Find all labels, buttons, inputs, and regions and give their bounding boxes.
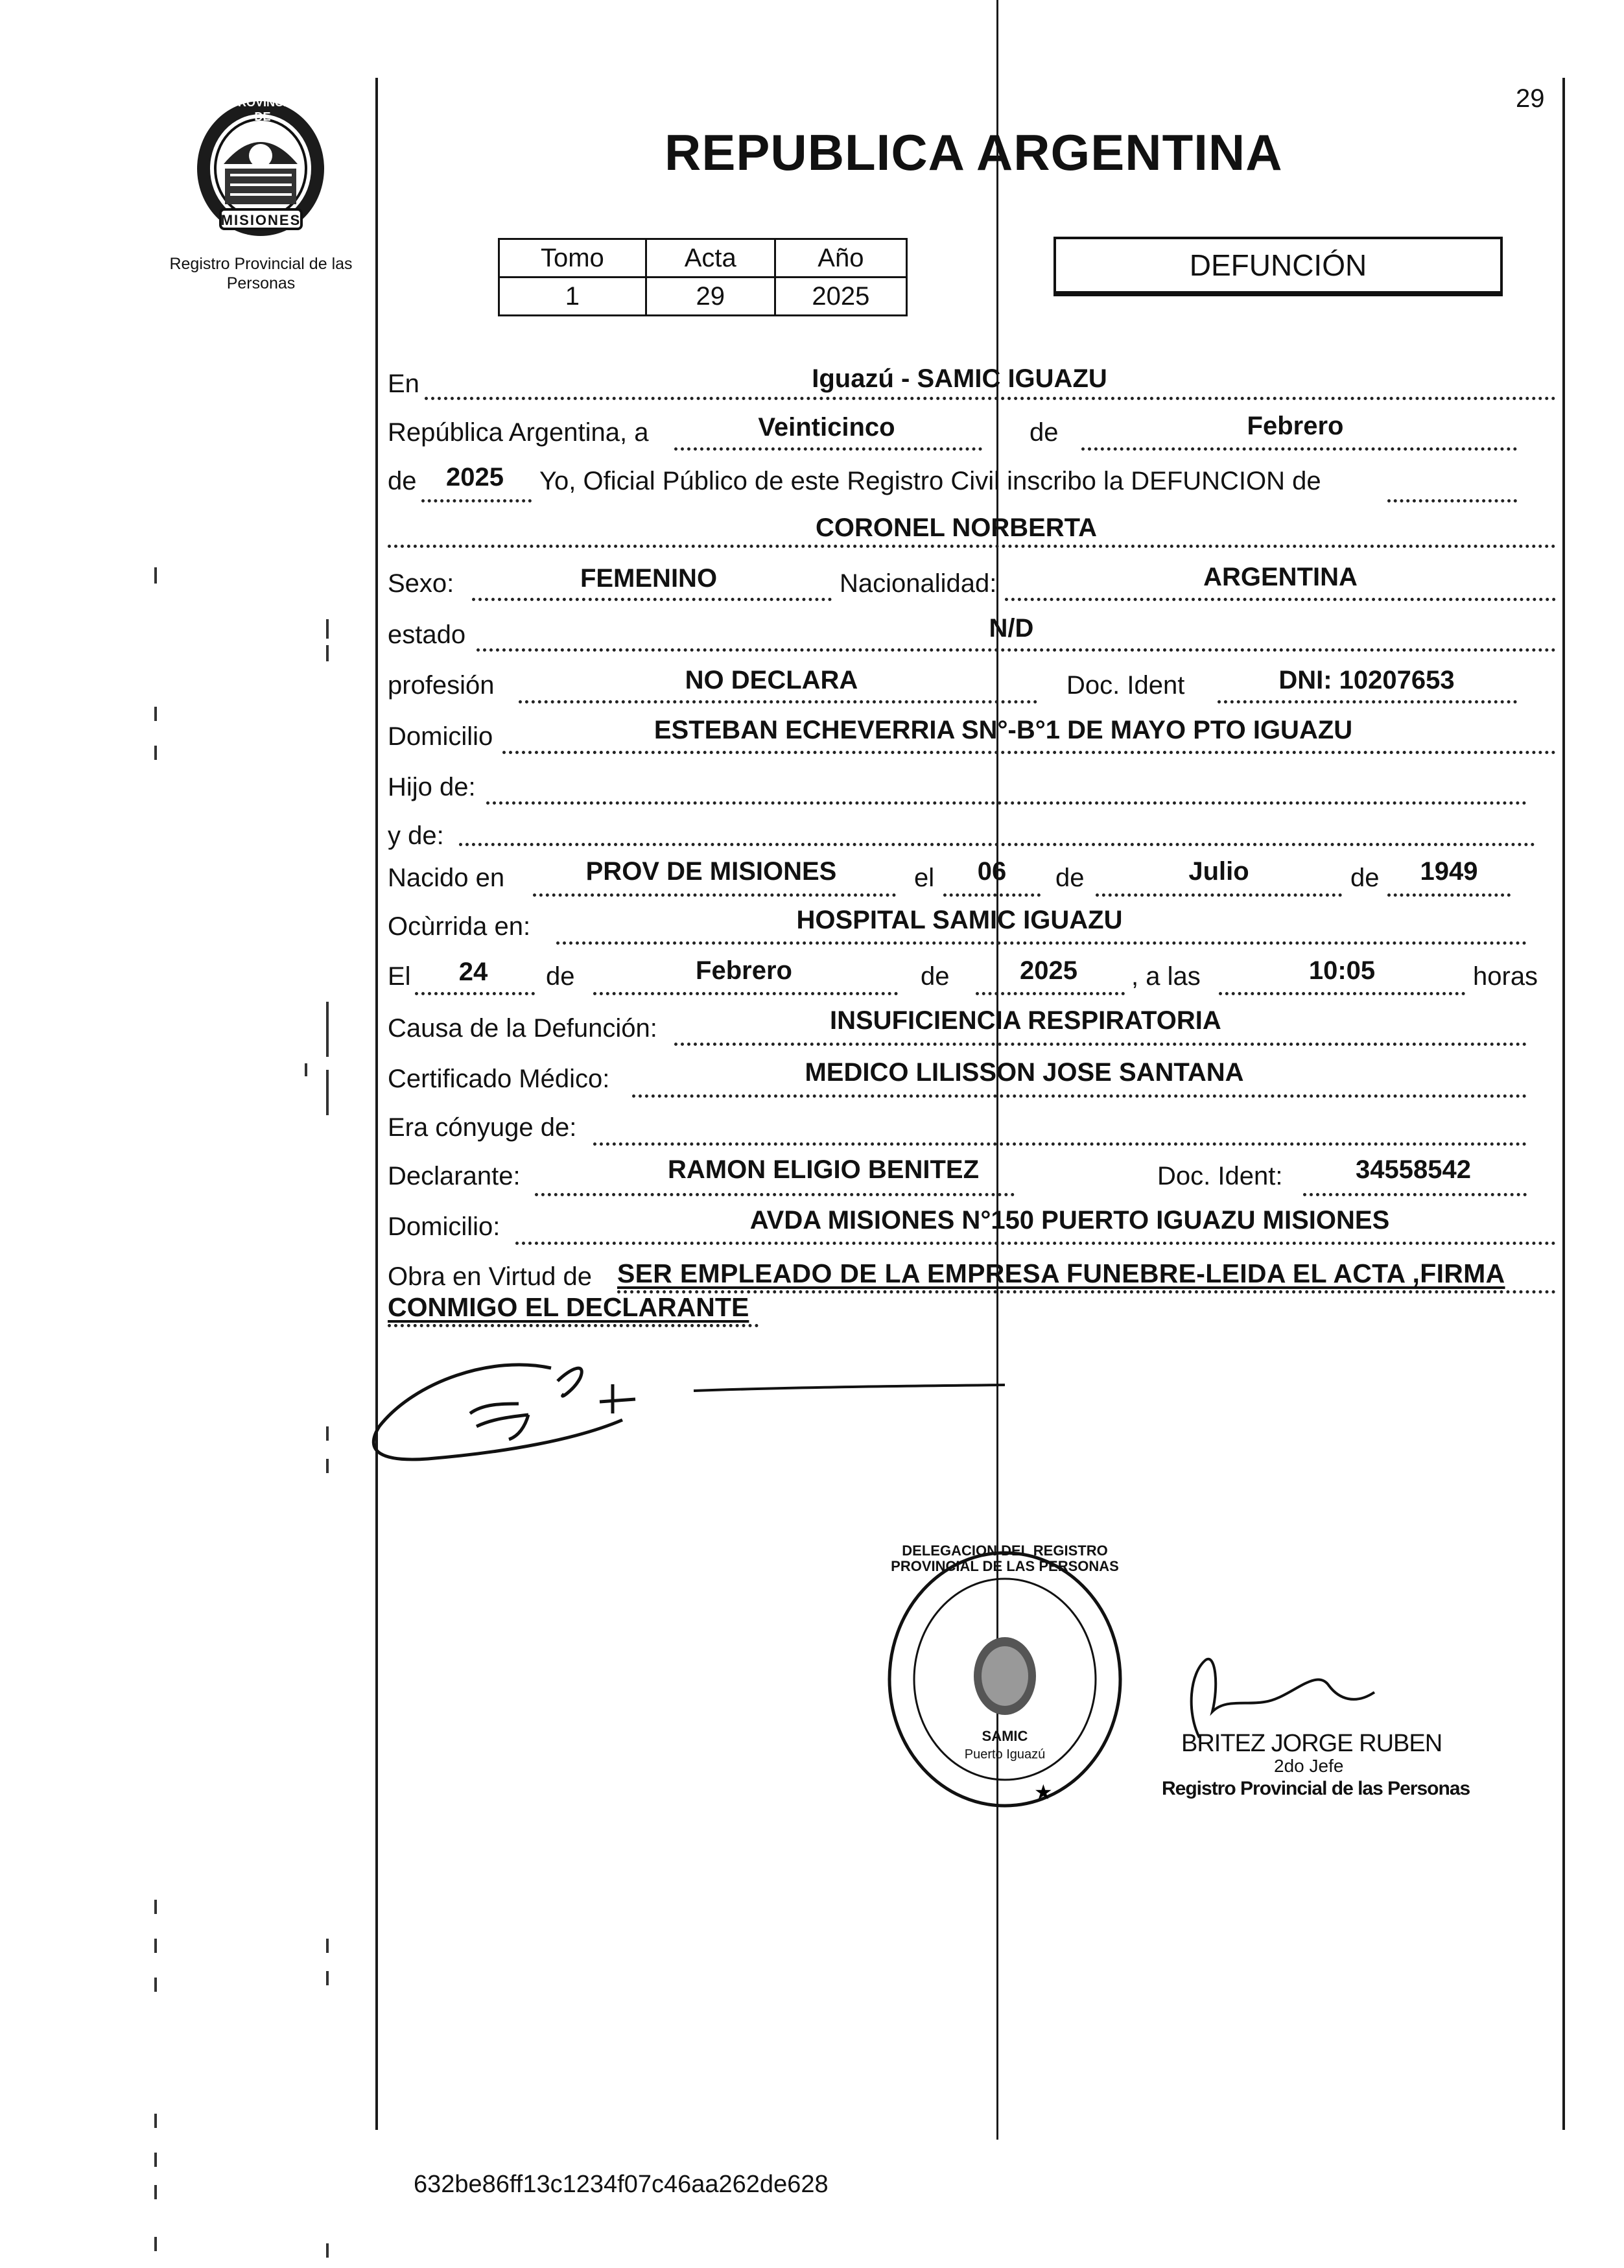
right-margin-rule bbox=[1562, 78, 1565, 2130]
value-def-mes: Febrero bbox=[696, 956, 792, 985]
label-de-anio: de bbox=[388, 467, 417, 495]
label-el-cap: El bbox=[388, 962, 411, 991]
margin-mark bbox=[326, 1002, 329, 1057]
label-conyuge: Era cónyuge de: bbox=[388, 1113, 577, 1142]
label-de-2: de bbox=[921, 962, 950, 991]
left-margin-rule bbox=[375, 78, 378, 2130]
dotted-line bbox=[421, 499, 532, 502]
page-number: 29 bbox=[1516, 84, 1545, 113]
registry-name: Registro Provincial de las Personas bbox=[169, 255, 353, 292]
value-nacido-mes: Julio bbox=[1188, 857, 1249, 886]
label-a-las: , a las bbox=[1131, 962, 1201, 991]
dotted-line bbox=[617, 1290, 1556, 1293]
value-estado: N/D bbox=[989, 614, 1034, 643]
label-obra-en-virtud: Obra en Virtud de bbox=[388, 1262, 593, 1291]
misiones-seal-logo bbox=[191, 94, 331, 240]
value-certificado: MEDICO LILISSON JOSE SANTANA bbox=[805, 1058, 1244, 1087]
label-certificado: Certificado Médico: bbox=[388, 1065, 610, 1093]
value-lugar: Iguazú - SAMIC IGUAZU bbox=[812, 364, 1107, 393]
value-nacido-en: PROV DE MISIONES bbox=[585, 857, 837, 886]
official-office: Registro Provincial de las Personas bbox=[1162, 1778, 1470, 1799]
label-yo-oficial: Yo, Oficial Público de este Registro Civil inscribo la DEFUNCION de bbox=[539, 467, 1321, 495]
label-de-mes: de bbox=[1055, 864, 1085, 892]
margin-mark bbox=[154, 567, 157, 584]
dotted-line bbox=[515, 1242, 1556, 1245]
margin-mark bbox=[154, 2237, 157, 2251]
label-profesion: profesión bbox=[388, 671, 495, 700]
dotted-line bbox=[535, 1193, 1015, 1196]
dotted-line bbox=[1081, 447, 1517, 451]
margin-mark bbox=[154, 1939, 157, 1953]
margin-mark bbox=[326, 1070, 329, 1115]
label-nacionalidad: Nacionalidad: bbox=[840, 569, 997, 598]
dotted-line bbox=[556, 941, 1527, 945]
table-header-cell: Año bbox=[775, 239, 906, 278]
svg-text:★: ★ bbox=[1034, 1780, 1053, 1804]
label-causa: Causa de la Defunción: bbox=[388, 1014, 657, 1043]
official-role: 2do Jefe bbox=[1274, 1756, 1344, 1776]
label-domicilio-declarante: Domicilio: bbox=[388, 1212, 500, 1241]
dotted-line bbox=[459, 843, 1535, 846]
label-ocurrida-en: Ocùrrida en: bbox=[388, 912, 531, 941]
dotted-line bbox=[519, 700, 1037, 703]
official-name: BRITEZ JORGE RUBEN bbox=[1181, 1730, 1442, 1757]
tomo-acta-anio-table bbox=[498, 238, 908, 316]
label-horas: horas bbox=[1473, 962, 1538, 991]
dotted-line bbox=[1219, 992, 1465, 995]
margin-mark bbox=[154, 1978, 157, 1992]
dotted-line bbox=[593, 992, 898, 995]
value-declarante: RAMON ELIGIO BENITEZ bbox=[668, 1155, 979, 1184]
value-declarante-domicilio: AVDA MISIONES N°150 PUERTO IGUAZU MISIONES bbox=[749, 1206, 1390, 1234]
margin-mark bbox=[326, 1939, 329, 1953]
dotted-line bbox=[1005, 598, 1556, 601]
logo-bottom-text: MISIONES bbox=[220, 212, 301, 228]
dotted-line bbox=[674, 1043, 1527, 1046]
margin-mark bbox=[154, 2185, 157, 2199]
value-sexo: FEMENINO bbox=[580, 564, 718, 593]
value-nacionalidad: ARGENTINA bbox=[1203, 563, 1358, 591]
official-stamp bbox=[885, 1543, 1125, 1815]
label-de-anio-nac: de bbox=[1350, 864, 1380, 892]
stamp-center-text-2: Puerto Iguazú bbox=[964, 1747, 1046, 1762]
value-nacido-dia: 06 bbox=[977, 857, 1007, 886]
logo-top-text: PROVINCIA DE bbox=[229, 96, 295, 123]
dotted-line bbox=[477, 648, 1556, 652]
margin-mark bbox=[154, 707, 157, 721]
label-y-de: y de: bbox=[388, 821, 444, 850]
dotted-line bbox=[632, 1094, 1527, 1098]
value-obra-line2: CONMIGO EL DECLARANTE bbox=[388, 1292, 749, 1322]
table-header-cell: Acta bbox=[646, 239, 775, 278]
page-title: REPUBLICA ARGENTINA bbox=[665, 124, 1283, 181]
table-row bbox=[499, 278, 907, 316]
value-mes: Febrero bbox=[1247, 412, 1344, 440]
stamp-ring-text: DELEGACION DEL REGISTRO PROVINCIAL DE LAS PERSONAS bbox=[891, 1542, 1119, 1574]
value-def-hora: 10:05 bbox=[1308, 956, 1376, 985]
table-header-row bbox=[499, 239, 907, 278]
dotted-line bbox=[486, 801, 1527, 805]
stamp-center-text: SAMIC bbox=[982, 1728, 1028, 1744]
label-el: el bbox=[914, 864, 935, 892]
margin-mark bbox=[326, 1459, 329, 1473]
label-hijo-de: Hijo de: bbox=[388, 773, 476, 801]
declarant-signature bbox=[363, 1342, 1011, 1472]
margin-mark bbox=[326, 619, 329, 639]
label-de: de bbox=[1030, 418, 1059, 447]
dotted-line bbox=[1096, 893, 1342, 897]
value-anio: 2025 bbox=[446, 463, 504, 491]
dotted-line bbox=[425, 397, 1556, 400]
value-declarante-doc: 34558542 bbox=[1356, 1155, 1471, 1184]
dotted-line bbox=[533, 893, 896, 897]
margin-mark bbox=[154, 2153, 157, 2167]
act-type-box: DEFUNCIÓN bbox=[1053, 237, 1503, 294]
table-cell: 2025 bbox=[775, 278, 906, 316]
dotted-line bbox=[1387, 499, 1517, 502]
dotted-line bbox=[502, 751, 1556, 754]
dotted-line bbox=[1303, 1193, 1527, 1196]
dotted-line bbox=[388, 545, 1556, 548]
table-cell: 29 bbox=[646, 278, 775, 316]
value-nacido-anio: 1949 bbox=[1420, 857, 1478, 886]
value-def-anio: 2025 bbox=[1020, 956, 1077, 985]
label-sexo: Sexo: bbox=[388, 569, 454, 598]
margin-mark bbox=[326, 2243, 329, 2258]
label-declarante: Declarante: bbox=[388, 1162, 521, 1190]
table-header-cell: Tomo bbox=[499, 239, 646, 278]
dotted-line bbox=[1218, 700, 1517, 703]
dotted-line bbox=[472, 598, 832, 601]
label-domicilio: Domicilio bbox=[388, 722, 493, 751]
margin-mark bbox=[154, 1900, 157, 1914]
margin-mark bbox=[305, 1063, 307, 1076]
value-ocurrida-en: HOSPITAL SAMIC IGUAZU bbox=[796, 906, 1123, 934]
label-de-1: de bbox=[546, 962, 575, 991]
dotted-line bbox=[674, 447, 982, 451]
value-profesion: NO DECLARA bbox=[685, 666, 858, 694]
value-domicilio: ESTEBAN ECHEVERRIA SN°-B°1 DE MAYO PTO IGUAZU bbox=[653, 716, 1353, 744]
value-dni: DNI: 10207653 bbox=[1278, 666, 1455, 694]
label-nacido-en: Nacido en bbox=[388, 864, 505, 892]
label-doc-ident: Doc. Ident bbox=[1066, 671, 1185, 700]
document-hash: 632be86ff13c1234f07c46aa262de628 bbox=[414, 2171, 829, 2198]
dotted-line bbox=[388, 1324, 759, 1327]
label-en: En bbox=[388, 370, 419, 398]
value-dia-letras: Veinticinco bbox=[758, 413, 895, 442]
dotted-line bbox=[943, 893, 1041, 897]
value-fallecido: CORONEL NORBERTA bbox=[815, 514, 1098, 542]
dotted-line bbox=[976, 992, 1125, 995]
margin-mark bbox=[326, 1971, 329, 1985]
margin-mark bbox=[154, 2114, 157, 2128]
dotted-line bbox=[593, 1142, 1527, 1146]
dotted-line bbox=[1387, 893, 1511, 897]
margin-mark bbox=[326, 645, 329, 661]
margin-mark bbox=[154, 746, 157, 760]
label-doc-ident-declarante: Doc. Ident: bbox=[1157, 1162, 1283, 1190]
margin-mark bbox=[326, 1426, 329, 1441]
label-estado: estado bbox=[388, 620, 466, 649]
value-causa: INSUFICIENCIA RESPIRATORIA bbox=[830, 1006, 1221, 1035]
table-cell: 1 bbox=[499, 278, 646, 316]
value-obra-line1: SER EMPLEADO DE LA EMPRESA FUNEBRE-LEIDA EL ACTA ,FIRMA bbox=[617, 1258, 1505, 1288]
label-republica: República Argentina, a bbox=[388, 418, 649, 447]
dotted-line bbox=[415, 992, 535, 995]
value-def-dia: 24 bbox=[458, 958, 488, 986]
